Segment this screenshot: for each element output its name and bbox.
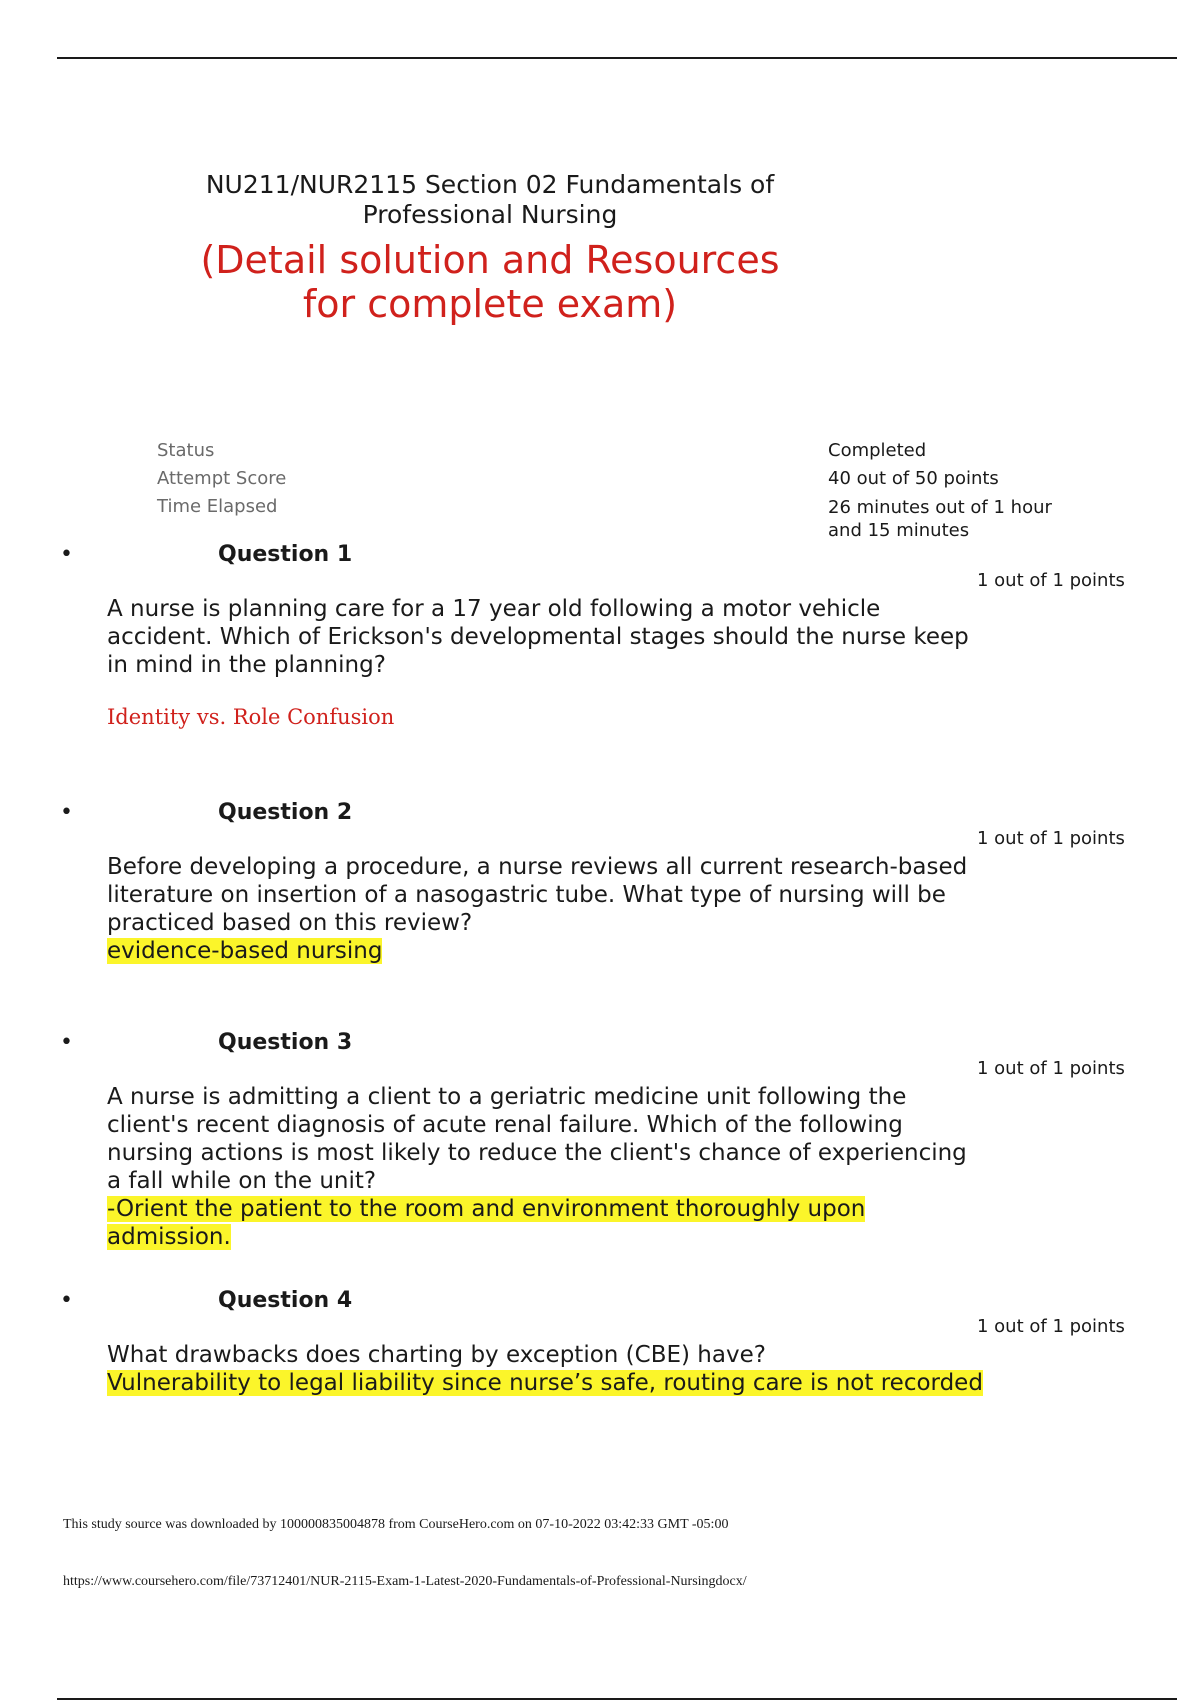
question-prompt: A nurse is admitting a client to a geriatric medicine unit following the client's recent diagnosis of acute renal failure. Which of the following nursing actions is most likely to reduce the client's chance of experiencing a fall while on the unit? [107,1084,967,1194]
question-heading: Question 1 [218,542,353,567]
download-note: This study source was downloaded by 100000835004878 from CourseHero.com on 07-10-2022 03:42:33 GMT -05:00 [63,1517,729,1532]
page-subtitle: (Detail solution and Resources for complete exam) [200,238,780,326]
question-answer: -Orient the patient to the room and environment thoroughly upon admission. [107,1196,866,1250]
attempt-score-label: Attempt Score [157,468,287,489]
question-text [107,1083,987,1251]
title-block [170,170,810,326]
question-heading: Question 4 [218,1288,353,1313]
question-prompt: Before developing a procedure, a nurse reviews all current research-based literature on insertion of a nasogastric tube. What type of nursing will be practiced based on this review? [107,854,968,936]
time-elapsed-value-line1: 26 minutes out of 1 hour [828,497,1052,518]
bullet-dot-icon: • [60,542,73,567]
status-value: Completed [828,440,927,461]
question-prompt: What drawbacks does charting by exception (CBE) have? [107,1342,766,1368]
question-answer: Vulnerability to legal liability since nurse’s safe, routing care is not recorded [107,1370,983,1396]
time-elapsed-value-line2: and 15 minutes [828,520,970,541]
question-text [107,595,987,731]
status-label: Status [157,440,215,461]
question-heading: Question 3 [218,1030,353,1055]
question-answer: Identity vs. Role Confusion [107,705,395,729]
question-prompt: A nurse is planning care for a 17 year old following a motor vehicle accident. Which of Erickson's developmental stages should the nurse keep in mind in the planning? [107,596,969,678]
question-points: 1 out of 1 points [977,570,1125,591]
page-title: NU211/NUR2115 Section 02 Fundamentals of Professional Nursing [205,170,775,229]
time-elapsed-value [828,493,1108,542]
bullet-dot-icon: • [60,1288,73,1313]
status-values [828,437,1108,542]
question-text [107,853,987,965]
status-labels [157,437,286,521]
question-points: 1 out of 1 points [977,1316,1125,1337]
question-heading: Question 2 [218,800,353,825]
attempt-score-value: 40 out of 50 points [828,468,999,489]
time-elapsed-label: Time Elapsed [157,496,278,517]
bullet-dot-icon: • [60,1030,73,1055]
top-rule [57,57,1177,59]
question-points: 1 out of 1 points [977,828,1125,849]
question-text [107,1341,987,1397]
question-points: 1 out of 1 points [977,1058,1125,1079]
question-answer: evidence-based nursing [107,938,383,964]
bullet-dot-icon: • [60,800,73,825]
source-url-link[interactable]: https://www.coursehero.com/file/73712401/NUR-2115-Exam-1-Latest-2020-Fundamentals-of-Professional-Nursingdocx/ [63,1574,747,1589]
